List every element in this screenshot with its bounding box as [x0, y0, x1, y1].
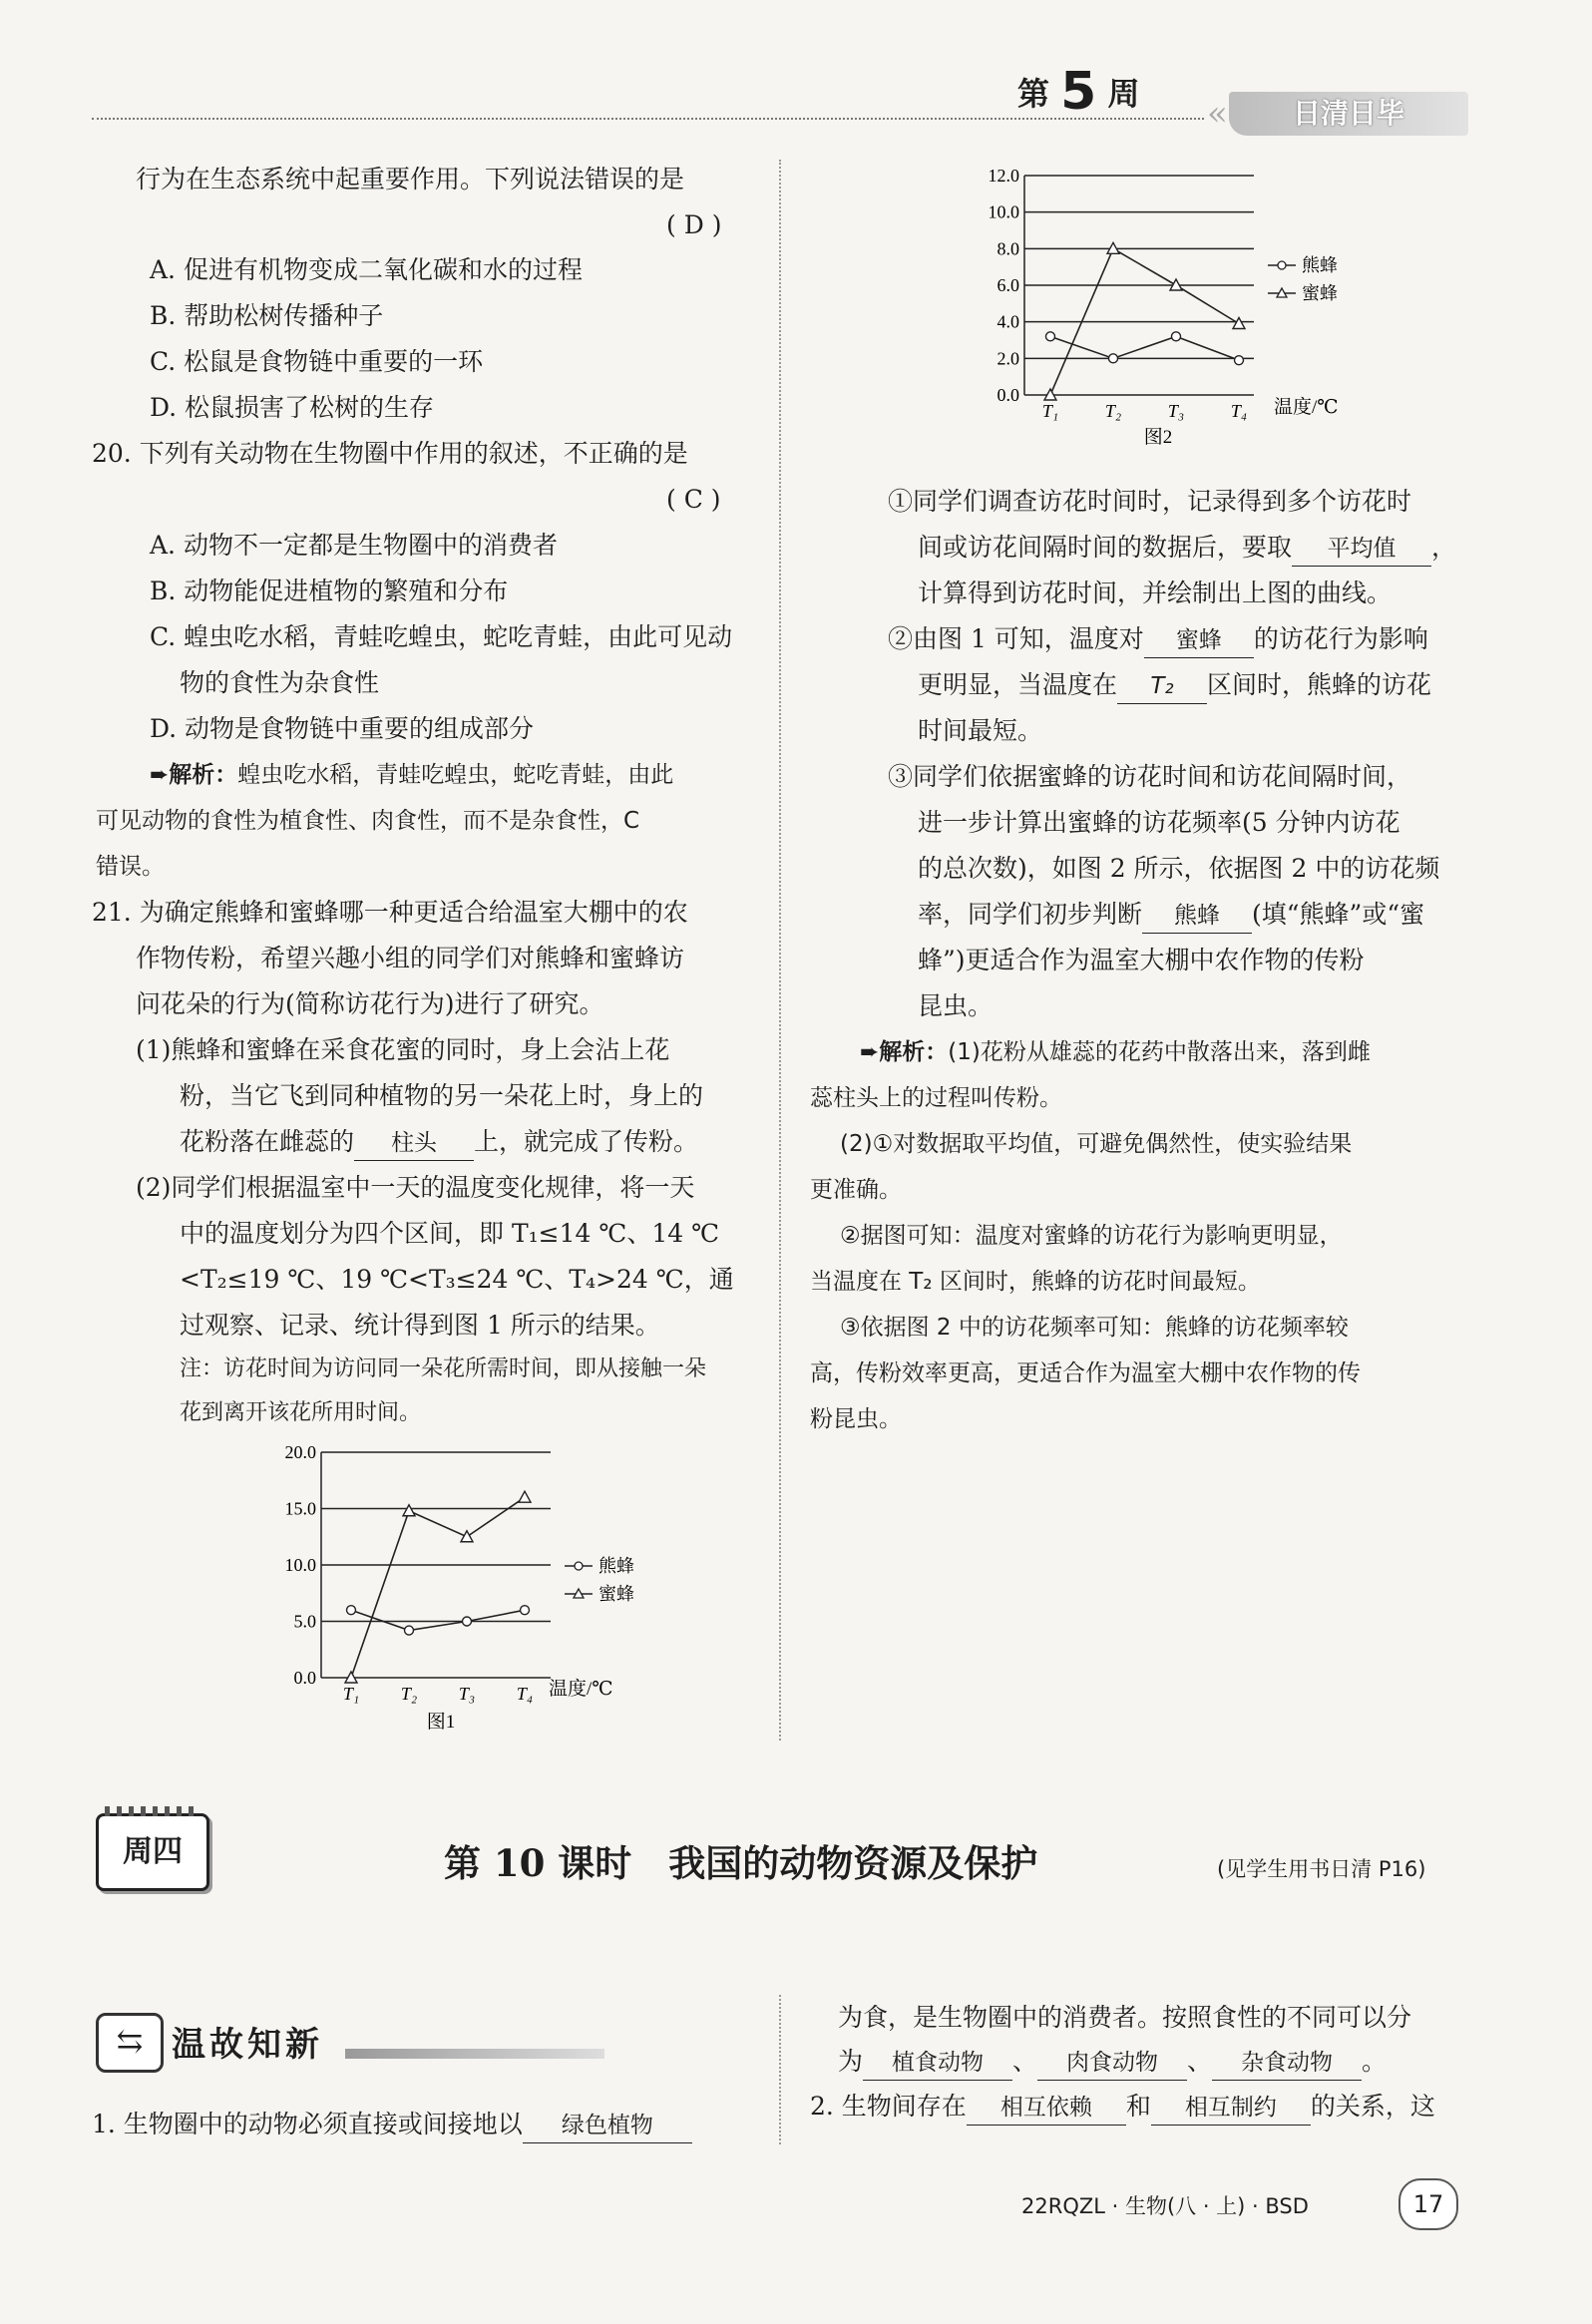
- q21-analysis-8: 高，传粉效率更高，更适合作为温室大棚中农作物的传: [810, 1360, 1361, 1386]
- q21-part1-1: (1)熊蜂和蜜蜂在采食花蜜的同时，身上会沾上花: [136, 1035, 670, 1064]
- x-tick-label: T₄: [1230, 401, 1248, 421]
- spiral-binding-deco: [105, 1806, 200, 1816]
- data-point: [521, 1606, 530, 1615]
- series-line-熊蜂: [351, 1610, 525, 1630]
- q21-analysis-6: 当温度在 T₂ 区间时，熊蜂的访花时间最短。: [810, 1269, 1261, 1295]
- answer-average: 平均值: [1292, 532, 1431, 567]
- answer-honeybee: 蜜蜂: [1144, 623, 1254, 658]
- q19-stem: 行为在生态系统中起重要作用。下列说法错误的是: [136, 165, 685, 194]
- answer-stigma: 柱头: [354, 1126, 474, 1161]
- data-point: [461, 1531, 473, 1542]
- y-tick-label: 6.0: [996, 275, 1019, 295]
- legend-marker: [575, 1562, 583, 1570]
- q21-analysis-3: (2)①对数据取平均值，可避免偶然性，使实验结果: [840, 1131, 1353, 1157]
- x-tick-label: T₃: [1167, 401, 1185, 421]
- chart1-xlabel: 温度/℃: [549, 1679, 613, 1700]
- q2-part1: 2. 生物间存在 相互依赖 和 相互制约 的关系，这: [810, 2090, 1435, 2126]
- page-number: 17: [1398, 2178, 1458, 2230]
- day-badge: [96, 1813, 209, 1891]
- q21-stem-2: 作物传粉，希望兴趣小组的同学们对熊蜂和蜜蜂访: [136, 944, 685, 972]
- day-label: 周四: [123, 1834, 183, 1869]
- q20-analysis-line1: ➨解析：蝗虫吃水稻，青蛙吃蝗虫，蛇吃青蛙，由此: [150, 762, 674, 788]
- q21-sub2-3: 时间最短。: [918, 716, 1043, 745]
- x-tick-label: T₃: [458, 1684, 476, 1704]
- x-tick-label: T₂: [400, 1684, 418, 1704]
- y-tick-label: 4.0: [996, 311, 1019, 332]
- y-tick-label: 5.0: [293, 1611, 316, 1632]
- q21-sub2-1: ②由图 1 可知，温度对 蜜蜂 的访花行为影响: [888, 622, 1428, 658]
- data-point: [463, 1617, 472, 1626]
- q19-option-b: B. 帮助松树传播种子: [150, 301, 384, 330]
- q21-part2-3: <T₂≤19 ℃、19 ℃<T₃≤24 ℃、T₄>24 ℃，通: [180, 1265, 734, 1294]
- q21-stem-3: 问花朵的行为(简称访花行为)进行了研究。: [136, 989, 604, 1018]
- q21-stem-1: 21. 为确定熊蜂和蜜蜂哪一种更适合给温室大棚中的农: [92, 898, 688, 927]
- legend-label: 熊蜂: [598, 1556, 634, 1576]
- q21-part2-2: 中的温度划分为四个区间，即 T₁≤14 ℃、14 ℃: [180, 1219, 720, 1248]
- q1-part3: 为 植食动物 、 肉食动物 、 杂食动物 。: [838, 2045, 1387, 2081]
- chart2-title: 图2: [1143, 427, 1173, 448]
- section-header: [96, 2013, 614, 2069]
- q21-analysis-1: ➨解析：(1)花粉从雄蕊的花药中散落出来，落到雌: [860, 1039, 1371, 1065]
- chart2-xlabel: 温度/℃: [1274, 397, 1339, 418]
- q21-sub1-2: 间或访花间隔时间的数据后，要取 平均值 ，: [918, 531, 1456, 567]
- legend-label: 蜜蜂: [1302, 283, 1338, 303]
- q21-sub3-1: ③同学们依据蜜蜂的访花时间和访花间隔时间，: [888, 762, 1412, 791]
- x-tick-label: T₁: [342, 1684, 360, 1704]
- q20-stem: 20. 下列有关动物在生物圈中作用的叙述，不正确的是: [92, 439, 688, 468]
- data-point: [1046, 332, 1055, 341]
- answer-interdependence: 相互依赖: [967, 2091, 1126, 2126]
- q21-part1-2: 粉，当它飞到同种植物的另一朵花上时，身上的: [180, 1081, 704, 1110]
- q21-sub3-4: 率，同学们初步判断 熊蜂 (填“熊蜂”或“蜜: [918, 898, 1424, 934]
- q21-analysis-7: ③依据图 2 中的访花频率可知：熊蜂的访花频率较: [840, 1315, 1349, 1341]
- answer-t2: T₂: [1117, 669, 1207, 704]
- x-tick-label: T₂: [1104, 401, 1122, 421]
- answer-green-plants: 绿色植物: [523, 2109, 692, 2143]
- y-tick-label: 8.0: [996, 238, 1019, 259]
- y-tick-label: 2.0: [996, 348, 1019, 369]
- q21-sub2-2: 更明显，当温度在 T₂ 区间时，熊蜂的访花: [918, 668, 1431, 704]
- legend-label: 蜜蜂: [598, 1584, 634, 1604]
- y-tick-label: 12.0: [988, 166, 1019, 186]
- analysis-arrow-icon: ➨: [150, 762, 170, 788]
- column-divider: [779, 160, 781, 1741]
- q19-option-d: D. 松鼠损害了松树的生存: [150, 393, 435, 422]
- q21-sub3-5: 蜂”)更适合作为温室大棚中农作物的传粉: [918, 946, 1365, 974]
- q20-analysis-line2: 可见动物的食性为植食性、肉食性，而不是杂食性，C: [96, 808, 640, 834]
- answer-mutual-restriction: 相互制约: [1151, 2091, 1311, 2126]
- q21-analysis-4: 更准确。: [810, 1177, 902, 1203]
- data-point: [405, 1626, 414, 1635]
- data-point: [1172, 332, 1181, 341]
- series-line-熊蜂: [1050, 336, 1239, 360]
- answer-omnivore: 杂食动物: [1212, 2046, 1362, 2081]
- q19-option-c: C. 松鼠是食物链中重要的一环: [150, 347, 484, 376]
- q1-part1: 1. 生物圈中的动物必须直接或间接地以 绿色植物: [92, 2108, 692, 2143]
- header-tag: 日清日毕: [1229, 92, 1468, 136]
- q21-sub3-2: 进一步计算出蜜蜂的访花频率(5 分钟内访花: [918, 808, 1400, 837]
- data-point: [347, 1606, 356, 1615]
- q19-answer: ( D ): [666, 210, 722, 239]
- q21-sub3-3: 的总次数)，如图 2 所示，依据图 2 中的访花频: [918, 854, 1440, 883]
- chart1-title: 图1: [426, 1712, 456, 1733]
- q20-option-c: C. 蝗虫吃水稻，青蛙吃蝗虫，蛇吃青蛙，由此可见动: [150, 622, 733, 651]
- y-tick-label: 15.0: [284, 1498, 316, 1519]
- q21-sub3-6: 昆虫。: [918, 991, 994, 1020]
- section-rule: [345, 2049, 604, 2059]
- q21-analysis-9: 粉昆虫。: [810, 1406, 902, 1432]
- q21-sub1-1: ①同学们调查访花时间时，记录得到多个访花时: [888, 487, 1412, 516]
- y-tick-label: 0.0: [293, 1668, 316, 1688]
- q21-note-1: 注：访花时间为访问同一朵花所需时间，即从接触一朵: [180, 1356, 707, 1381]
- y-tick-label: 20.0: [284, 1442, 316, 1462]
- data-point: [1235, 356, 1244, 365]
- q20-answer: ( C ): [666, 485, 721, 514]
- data-point: [1109, 354, 1118, 363]
- q1-part2: 为食，是生物圈中的消费者。按照食性的不同可以分: [838, 2003, 1412, 2032]
- q21-analysis-5: ②据图可知：温度对蜜蜂的访花行为影响更明显，: [840, 1223, 1343, 1249]
- week-label: 第 5 周: [1017, 62, 1140, 122]
- answer-bumblebee: 熊蜂: [1142, 899, 1252, 934]
- legend-marker: [1278, 261, 1286, 269]
- lesson-title: 第 10 课时 我国的动物资源及保护: [444, 1841, 1038, 1885]
- y-tick-label: 0.0: [996, 385, 1019, 405]
- q21-part2-4: 过观察、记录、统计得到图 1 所示的结果。: [180, 1311, 660, 1340]
- figure-1-chart: [249, 1436, 648, 1736]
- chart1-grid: [321, 1452, 551, 1678]
- q21-part2-1: (2)同学们根据温室中一天的温度变化规律，将一天: [136, 1173, 695, 1202]
- answer-herbivore: 植食动物: [863, 2046, 1012, 2081]
- data-point: [519, 1491, 531, 1502]
- x-tick-label: T₁: [1041, 401, 1059, 421]
- q20-option-a: A. 动物不一定都是生物圈中的消费者: [150, 531, 558, 560]
- q21-part1-3: 花粉落在雌蕊的 柱头 上，就完成了传粉。: [180, 1125, 698, 1161]
- q21-sub1-3: 计算得到访花时间，并绘制出上图的曲线。: [918, 579, 1393, 607]
- x-tick-label: T₄: [516, 1684, 534, 1704]
- q19-option-a: A. 促进有机物变成二氧化碳和水的过程: [150, 255, 583, 284]
- y-tick-label: 10.0: [284, 1555, 316, 1575]
- header-arrow-deco: «: [1207, 94, 1228, 134]
- y-tick-label: 10.0: [988, 201, 1019, 222]
- data-point: [403, 1505, 415, 1516]
- q20-option-d: D. 动物是食物链中重要的组成部分: [150, 714, 535, 743]
- chart2-grid: [1024, 176, 1254, 395]
- lesson-reference: (见学生用书日清 P16): [1217, 1857, 1426, 1881]
- swap-arrows-icon: ⇆: [96, 2013, 164, 2073]
- series-line-蜜蜂: [351, 1497, 525, 1678]
- data-point: [1233, 318, 1245, 329]
- q20-option-b: B. 动物能促进植物的繁殖和分布: [150, 577, 509, 605]
- q21-note-2: 花到离开该花所用时间。: [180, 1400, 422, 1425]
- q20-analysis-line3: 错误。: [96, 854, 165, 880]
- q21-analysis-2: 蕊柱头上的过程叫传粉。: [810, 1085, 1062, 1111]
- figure-2-chart: [973, 160, 1372, 459]
- q20-option-c-cont: 物的食性为杂食性: [180, 668, 380, 697]
- answer-carnivore: 肉食动物: [1037, 2046, 1187, 2081]
- section-title: 温故知新: [172, 2025, 323, 2065]
- legend-label: 熊蜂: [1302, 255, 1338, 275]
- footer-code: 22RQZL · 生物(八 · 上) · BSD: [1021, 2194, 1309, 2218]
- bottom-column-divider: [779, 1995, 781, 2144]
- analysis-arrow-icon: ➨: [860, 1039, 880, 1065]
